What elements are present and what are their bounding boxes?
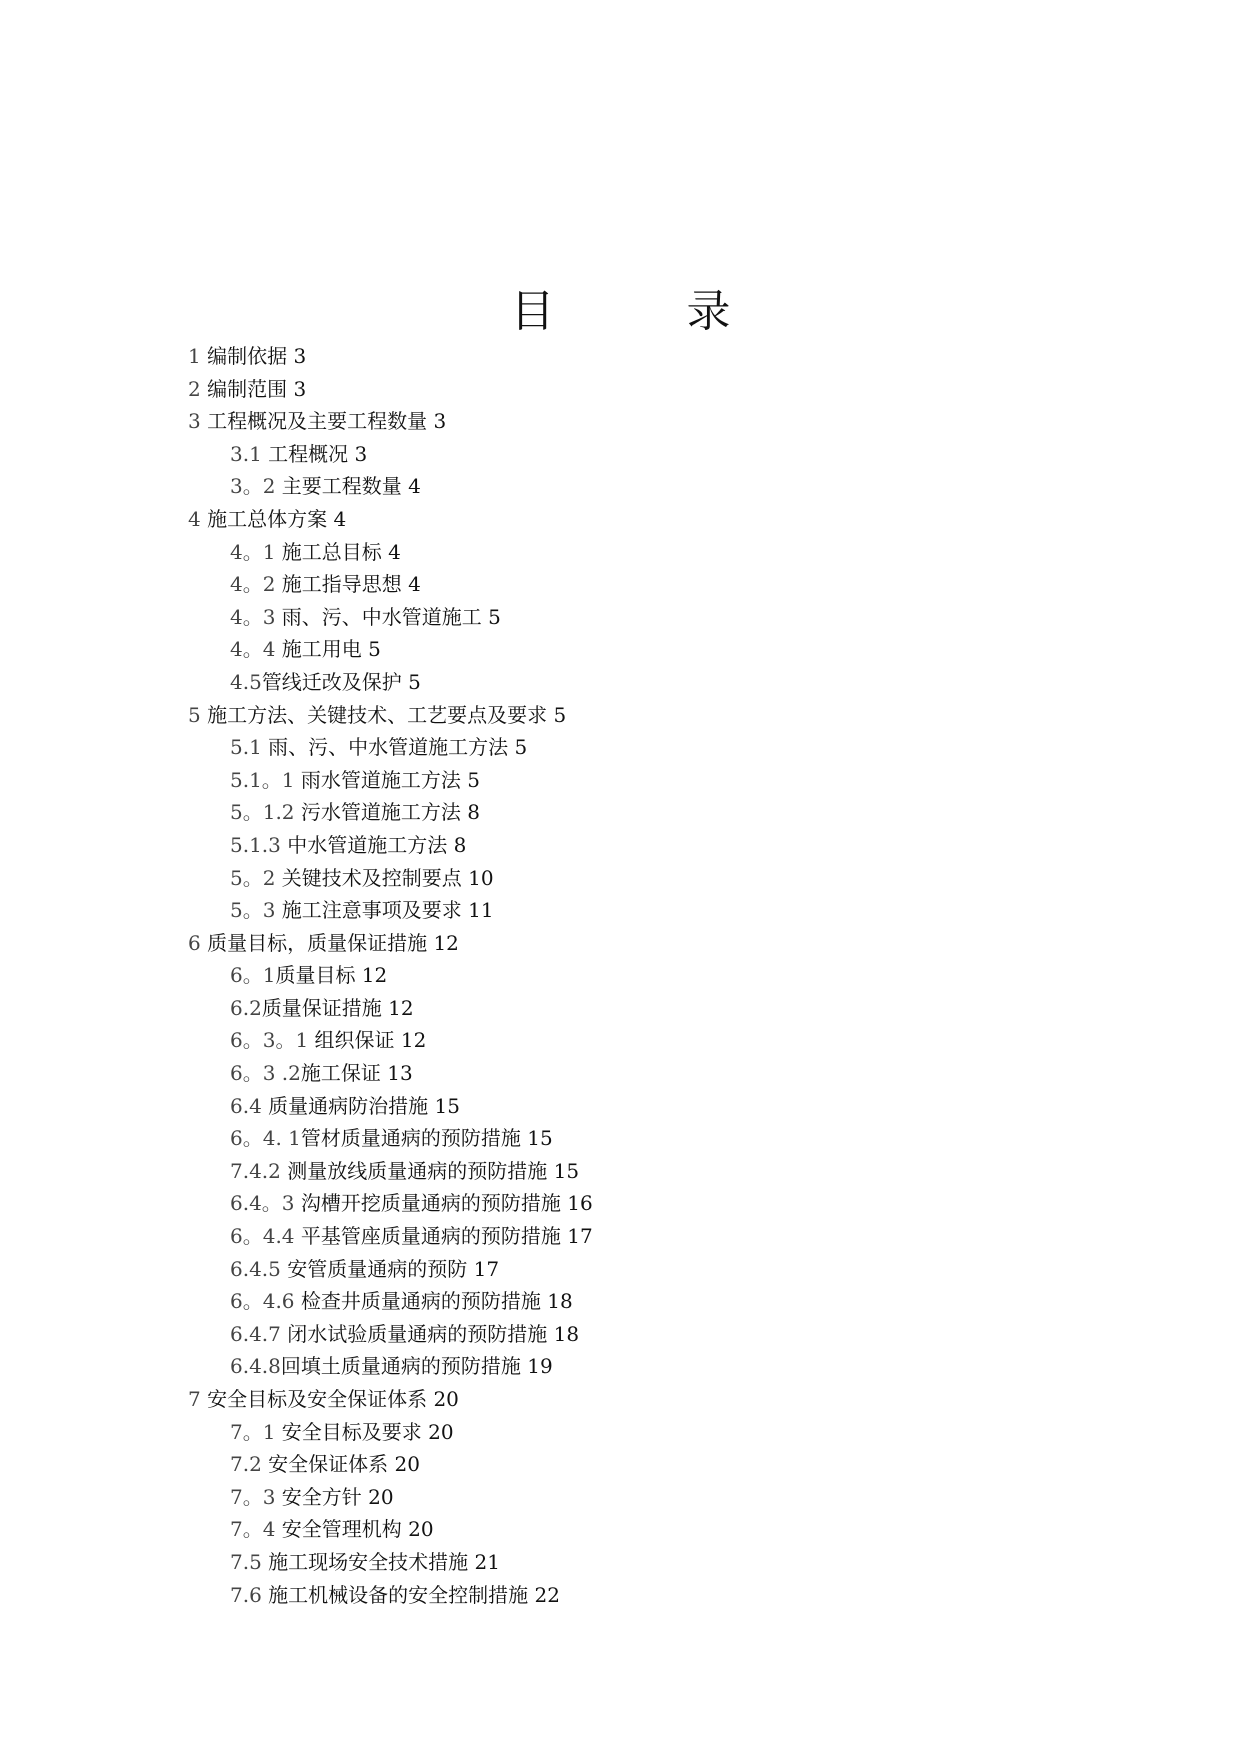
toc-entry-number: 6。1 <box>230 963 276 988</box>
toc-entry-text: 施工总体方案 4 <box>200 506 347 531</box>
toc-entry-number: 6.2 <box>230 995 262 1020</box>
toc-entry-number: 6。3。1 <box>230 1028 309 1053</box>
toc-entry[interactable] <box>188 1546 593 1579</box>
toc-entry-text: 雨、污、中水管道施工方法 5 <box>261 735 528 760</box>
toc-entry[interactable] <box>188 731 593 764</box>
toc-entry-number: 6.4 <box>230 1093 262 1118</box>
toc-entry-number: 4 <box>188 506 201 531</box>
toc-title: 目 录 <box>510 286 775 337</box>
toc-entry[interactable] <box>188 1122 593 1155</box>
toc-entry-text: 组织保证 12 <box>308 1028 427 1053</box>
toc-entry[interactable] <box>188 340 593 373</box>
toc-entry-number: 4。1 <box>230 539 276 564</box>
toc-entry[interactable] <box>188 894 593 927</box>
toc-entry[interactable] <box>188 1090 593 1123</box>
toc-entry[interactable] <box>188 796 593 829</box>
toc-entry-number: 7。3 <box>230 1484 276 1509</box>
toc-entry[interactable] <box>188 699 593 732</box>
toc-entry-text: 质量通病防治措施 15 <box>261 1093 460 1118</box>
toc-entry-number: 7.2 <box>230 1452 262 1477</box>
toc-entry-text: 编制范围 3 <box>200 376 307 401</box>
toc-entry[interactable] <box>188 1318 593 1351</box>
toc-entry-text: 安全保证体系 20 <box>261 1452 420 1477</box>
toc-entry-number: 4。3 <box>230 604 276 629</box>
toc-entry[interactable] <box>188 959 593 992</box>
toc-entry-number: 7.5 <box>230 1549 262 1574</box>
toc-entry-text: 施工用电 5 <box>275 637 381 662</box>
toc-entry-text: 安全目标及安全保证体系 20 <box>200 1387 459 1411</box>
toc-entry-text: 质量目标 12 <box>275 963 388 988</box>
toc-entry-number: 7。1 <box>230 1419 276 1444</box>
toc-entry[interactable] <box>188 536 593 569</box>
toc-entry-number: 3 <box>188 409 201 434</box>
toc-entry[interactable] <box>188 470 593 503</box>
toc-entry[interactable] <box>188 1481 593 1514</box>
toc-entry-text: 检查井质量通病的预防措施 18 <box>294 1289 573 1314</box>
toc-entry-number: 7.6 <box>230 1582 262 1607</box>
toc-entry[interactable] <box>188 764 593 797</box>
toc-entry-number: 5.1。1 <box>230 767 295 792</box>
toc-list <box>188 340 593 1611</box>
toc-entry-text: 工程概况 3 <box>261 441 368 466</box>
toc-entry[interactable] <box>188 1513 593 1546</box>
toc-entry[interactable] <box>188 666 593 699</box>
toc-entry-number: 3。2 <box>230 474 276 499</box>
toc-entry-text: 安全管理机构 20 <box>275 1517 434 1542</box>
toc-entry-number: 6。4. 1 <box>230 1126 301 1151</box>
toc-entry-text: 中水管道施工方法 8 <box>280 832 467 857</box>
toc-entry[interactable] <box>188 568 593 601</box>
toc-entry-text: 雨水管道施工方法 5 <box>294 767 480 792</box>
toc-entry-text: 污水管道施工方法 8 <box>294 800 480 825</box>
toc-entry-number: 5.1.3 <box>230 832 281 857</box>
toc-entry-number: 5。3 <box>230 898 276 923</box>
toc-entry[interactable] <box>188 927 593 960</box>
toc-entry-text: 管线迁改及保护 5 <box>261 669 421 694</box>
toc-entry[interactable] <box>188 1057 593 1090</box>
toc-entry-number: 5。2 <box>230 865 276 890</box>
toc-entry[interactable] <box>188 1579 593 1612</box>
toc-entry[interactable] <box>188 1448 593 1481</box>
toc-entry[interactable] <box>188 1383 593 1416</box>
toc-entry-text: 主要工程数量 4 <box>275 474 421 499</box>
toc-entry-text: 施工保证 13 <box>300 1061 413 1086</box>
toc-entry-number: 7.4.2 <box>230 1158 281 1183</box>
toc-entry-text: 回填土质量通病的预防措施 19 <box>280 1354 553 1379</box>
toc-entry-text: 施工方法、关键技术、工艺要点及要求 5 <box>200 702 567 727</box>
toc-entry-text: 施工注意事项及要求 11 <box>275 898 494 923</box>
toc-entry-text: 施工总目标 4 <box>275 539 401 564</box>
toc-entry[interactable] <box>188 1220 593 1253</box>
toc-entry-text: 施工机械设备的安全控制措施 22 <box>261 1582 560 1607</box>
toc-entry[interactable] <box>188 1155 593 1188</box>
toc-entry-number: 6.4.7 <box>230 1321 281 1346</box>
toc-entry[interactable] <box>188 633 593 666</box>
toc-entry-number: 1 <box>188 344 201 368</box>
toc-entry[interactable] <box>188 829 593 862</box>
toc-entry-number: 6.4。3 <box>230 1191 295 1216</box>
toc-entry-number: 6 <box>188 930 201 955</box>
toc-entry-text: 工程概况及主要工程数量 3 <box>200 409 447 434</box>
toc-entry-number: 7 <box>188 1387 201 1411</box>
toc-entry-text: 测量放线质量通病的预防措施 15 <box>280 1158 580 1183</box>
toc-entry[interactable] <box>188 601 593 634</box>
toc-entry-text: 雨、污、中水管道施工 5 <box>275 604 501 629</box>
toc-entry-number: 5.1 <box>230 735 262 760</box>
toc-entry[interactable] <box>188 438 593 471</box>
toc-entry[interactable] <box>188 1350 593 1383</box>
toc-entry-number: 4。2 <box>230 572 276 597</box>
toc-entry-number: 6。4.6 <box>230 1289 295 1314</box>
toc-entry-text: 施工指导思想 4 <box>275 572 421 597</box>
toc-entry-number: 2 <box>188 376 201 401</box>
toc-entry[interactable] <box>188 1416 593 1449</box>
toc-entry-number: 6.4.5 <box>230 1256 281 1281</box>
toc-entry-text: 关键技术及控制要点 10 <box>275 865 494 890</box>
toc-entry-number: 6。3 .2 <box>230 1061 301 1086</box>
toc-entry-number: 6。4.4 <box>230 1224 295 1249</box>
toc-entry[interactable] <box>188 503 593 536</box>
toc-entry-text: 平基管座质量通病的预防措施 17 <box>294 1224 593 1249</box>
toc-entry-number: 4.5 <box>230 669 262 694</box>
toc-entry-text: 质量保证措施 12 <box>261 995 414 1020</box>
toc-entry[interactable] <box>188 1187 593 1220</box>
toc-entry-text: 闭水试验质量通病的预防措施 18 <box>280 1321 580 1346</box>
toc-entry-number: 4。4 <box>230 637 276 662</box>
toc-entry-text: 管材质量通病的预防措施 15 <box>300 1126 553 1151</box>
toc-entry-number: 5。1.2 <box>230 800 295 825</box>
toc-entry-text: 沟槽开挖质量通病的预防措施 16 <box>294 1191 593 1216</box>
toc-entry-text: 质量目标，质量保证措施 12 <box>200 930 459 955</box>
toc-entry-text: 编制依据 3 <box>200 344 307 368</box>
toc-entry-text: 安管质量通病的预防 17 <box>280 1256 500 1281</box>
toc-entry[interactable] <box>188 1253 593 1286</box>
toc-entry-text: 安全方针 20 <box>275 1484 394 1509</box>
toc-entry-number: 6.4.8 <box>230 1354 281 1379</box>
toc-entry-number: 7。4 <box>230 1517 276 1542</box>
toc-entry-text: 安全目标及要求 20 <box>275 1419 454 1444</box>
toc-entry[interactable] <box>188 862 593 895</box>
toc-entry-number: 5 <box>188 702 201 727</box>
toc-entry-number: 3.1 <box>230 441 262 466</box>
toc-entry[interactable] <box>188 405 593 438</box>
toc-entry[interactable] <box>188 373 593 406</box>
toc-entry-text: 施工现场安全技术措施 21 <box>261 1549 500 1574</box>
toc-entry[interactable] <box>188 992 593 1025</box>
toc-entry[interactable] <box>188 1024 593 1057</box>
toc-entry[interactable] <box>188 1285 593 1318</box>
